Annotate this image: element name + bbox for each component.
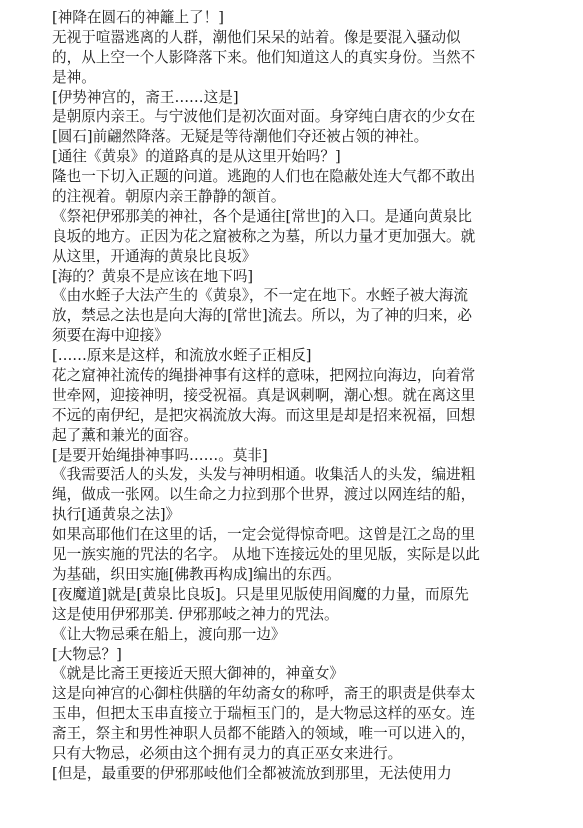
text-line: 玉串，但把太玉串直接立于瑞桓玉门的，是大物忌这样的巫女。连 [52,705,476,723]
text-line: 花之窟神社流传的绳掛神事有这样的意味，把网拉向海边，向着常 [52,367,476,385]
text-line: 世牵网，迎接神明，接受祝福。真是讽刺啊，潮心想。就在离这里 [52,386,476,404]
text-line: 《由水蛭子大法产生的《黄泉》，不一定在地下。水蛭子被大海流 [52,287,468,305]
text-line: 起了薰和兼光的面容。 [52,426,198,444]
text-line: [伊势神宫的，斋王……这是] [52,88,239,106]
text-line: 《祭祀伊邪那美的神社，各个是通往[常世]的入口。是通向黄泉比 [52,207,473,225]
text-line: [大物忌？] [52,645,122,663]
text-line: 不远的南伊纪，是把灾祸流放大海。而这里是却是招来祝福，回想 [52,406,476,424]
text-line: [夜魔道]就是[黄泉比良坂]。只是里见版使用阎魔的力量，而原先 [52,585,469,603]
text-line: [……原来是这样，和流放水蛭子正相反] [52,347,312,365]
text-line: [神降在圆石的神籬上了！] [52,9,224,26]
text-line: 《让大物忌乘在船上，渡向那一边》 [52,625,286,643]
text-line: 为基础，织田实施[佛教再构成]编出的东西。 [52,565,341,583]
text-line: 从这里，开通海的黄泉比良坂》 [52,247,257,265]
text-line: 无视于喧嚣逃离的人群，潮他们呆呆的站着。像是要混入骚动似 [52,28,461,46]
text-line: 良坂的地方。正因为花之窟被称之为墓，所以力量才更加强大。就 [52,227,476,245]
text-line: 《我需要活人的头发，头发与神明相通。收集活人的头发，编进粗 [52,466,476,484]
text-line: 放，禁忌之法也是向大海的[常世]流去。所以，为了神的归来，必 [52,307,473,325]
text-line: 是神。 [52,68,96,86]
text-line: 隆也一下切入正题的问道。逃跑的人们也在隐蔽处连大气都不敢出 [52,168,476,186]
document-body [52,8,565,784]
text-line: 斋王，祭主和男性神职人员都不能踏入的领域，唯一可以进入的， [52,725,476,743]
text-line: 如果高耶他们在这里的话，一定会觉得惊奇吧。这曾是江之岛的里 [52,526,476,544]
text-line: 的注视着。朝原内亲王静静的颔首。 [52,188,286,206]
text-line: [通往《黄泉》的道路真的是从这里开始吗？] [52,148,341,166]
text-line: 绳，做成一张网。以生命之力拉到那个世界，渡过以网连结的船， [52,486,476,504]
text-line: 须要在海中迎接》 [52,327,169,345]
text-line: 这是向神宫的心御柱供膳的年幼斋女的称呼，斋王的职责是供奉太 [52,685,476,703]
text-line: [海的？黄泉不是应该在地下吗] [52,267,254,285]
text-line: 是朝原内亲王。与宁波他们是初次面对面。身穿纯白唐衣的少女在 [52,108,476,126]
text-line: 见一族实施的咒法的名字。 从地下连接远处的里见版，实际是以此 [52,546,480,564]
text-line: [圆石]前翩然降落。无疑是等待潮他们夺还被占领的神社。 [52,128,429,146]
text-line: 这是使用伊邪那美. 伊邪那岐之神力的咒法。 [52,605,339,623]
text-line: 执行[通黄泉之法]》 [52,506,181,524]
text-line: 的，从上空一个人影降落下来。他们知道这人的真实身份。当然不 [52,48,476,66]
text-line: [是要开始绳掛神事吗……。莫非] [52,446,268,464]
text-line: 《就是比斋王更接近天照大御神的，神童女》 [52,665,344,683]
text-line: 只有大物忌，必须由这个拥有灵力的真正巫女来进行。 [52,744,403,762]
text-line: [但是，最重要的伊邪那岐他们全都被流放到那里，无法使用力 [52,764,452,782]
